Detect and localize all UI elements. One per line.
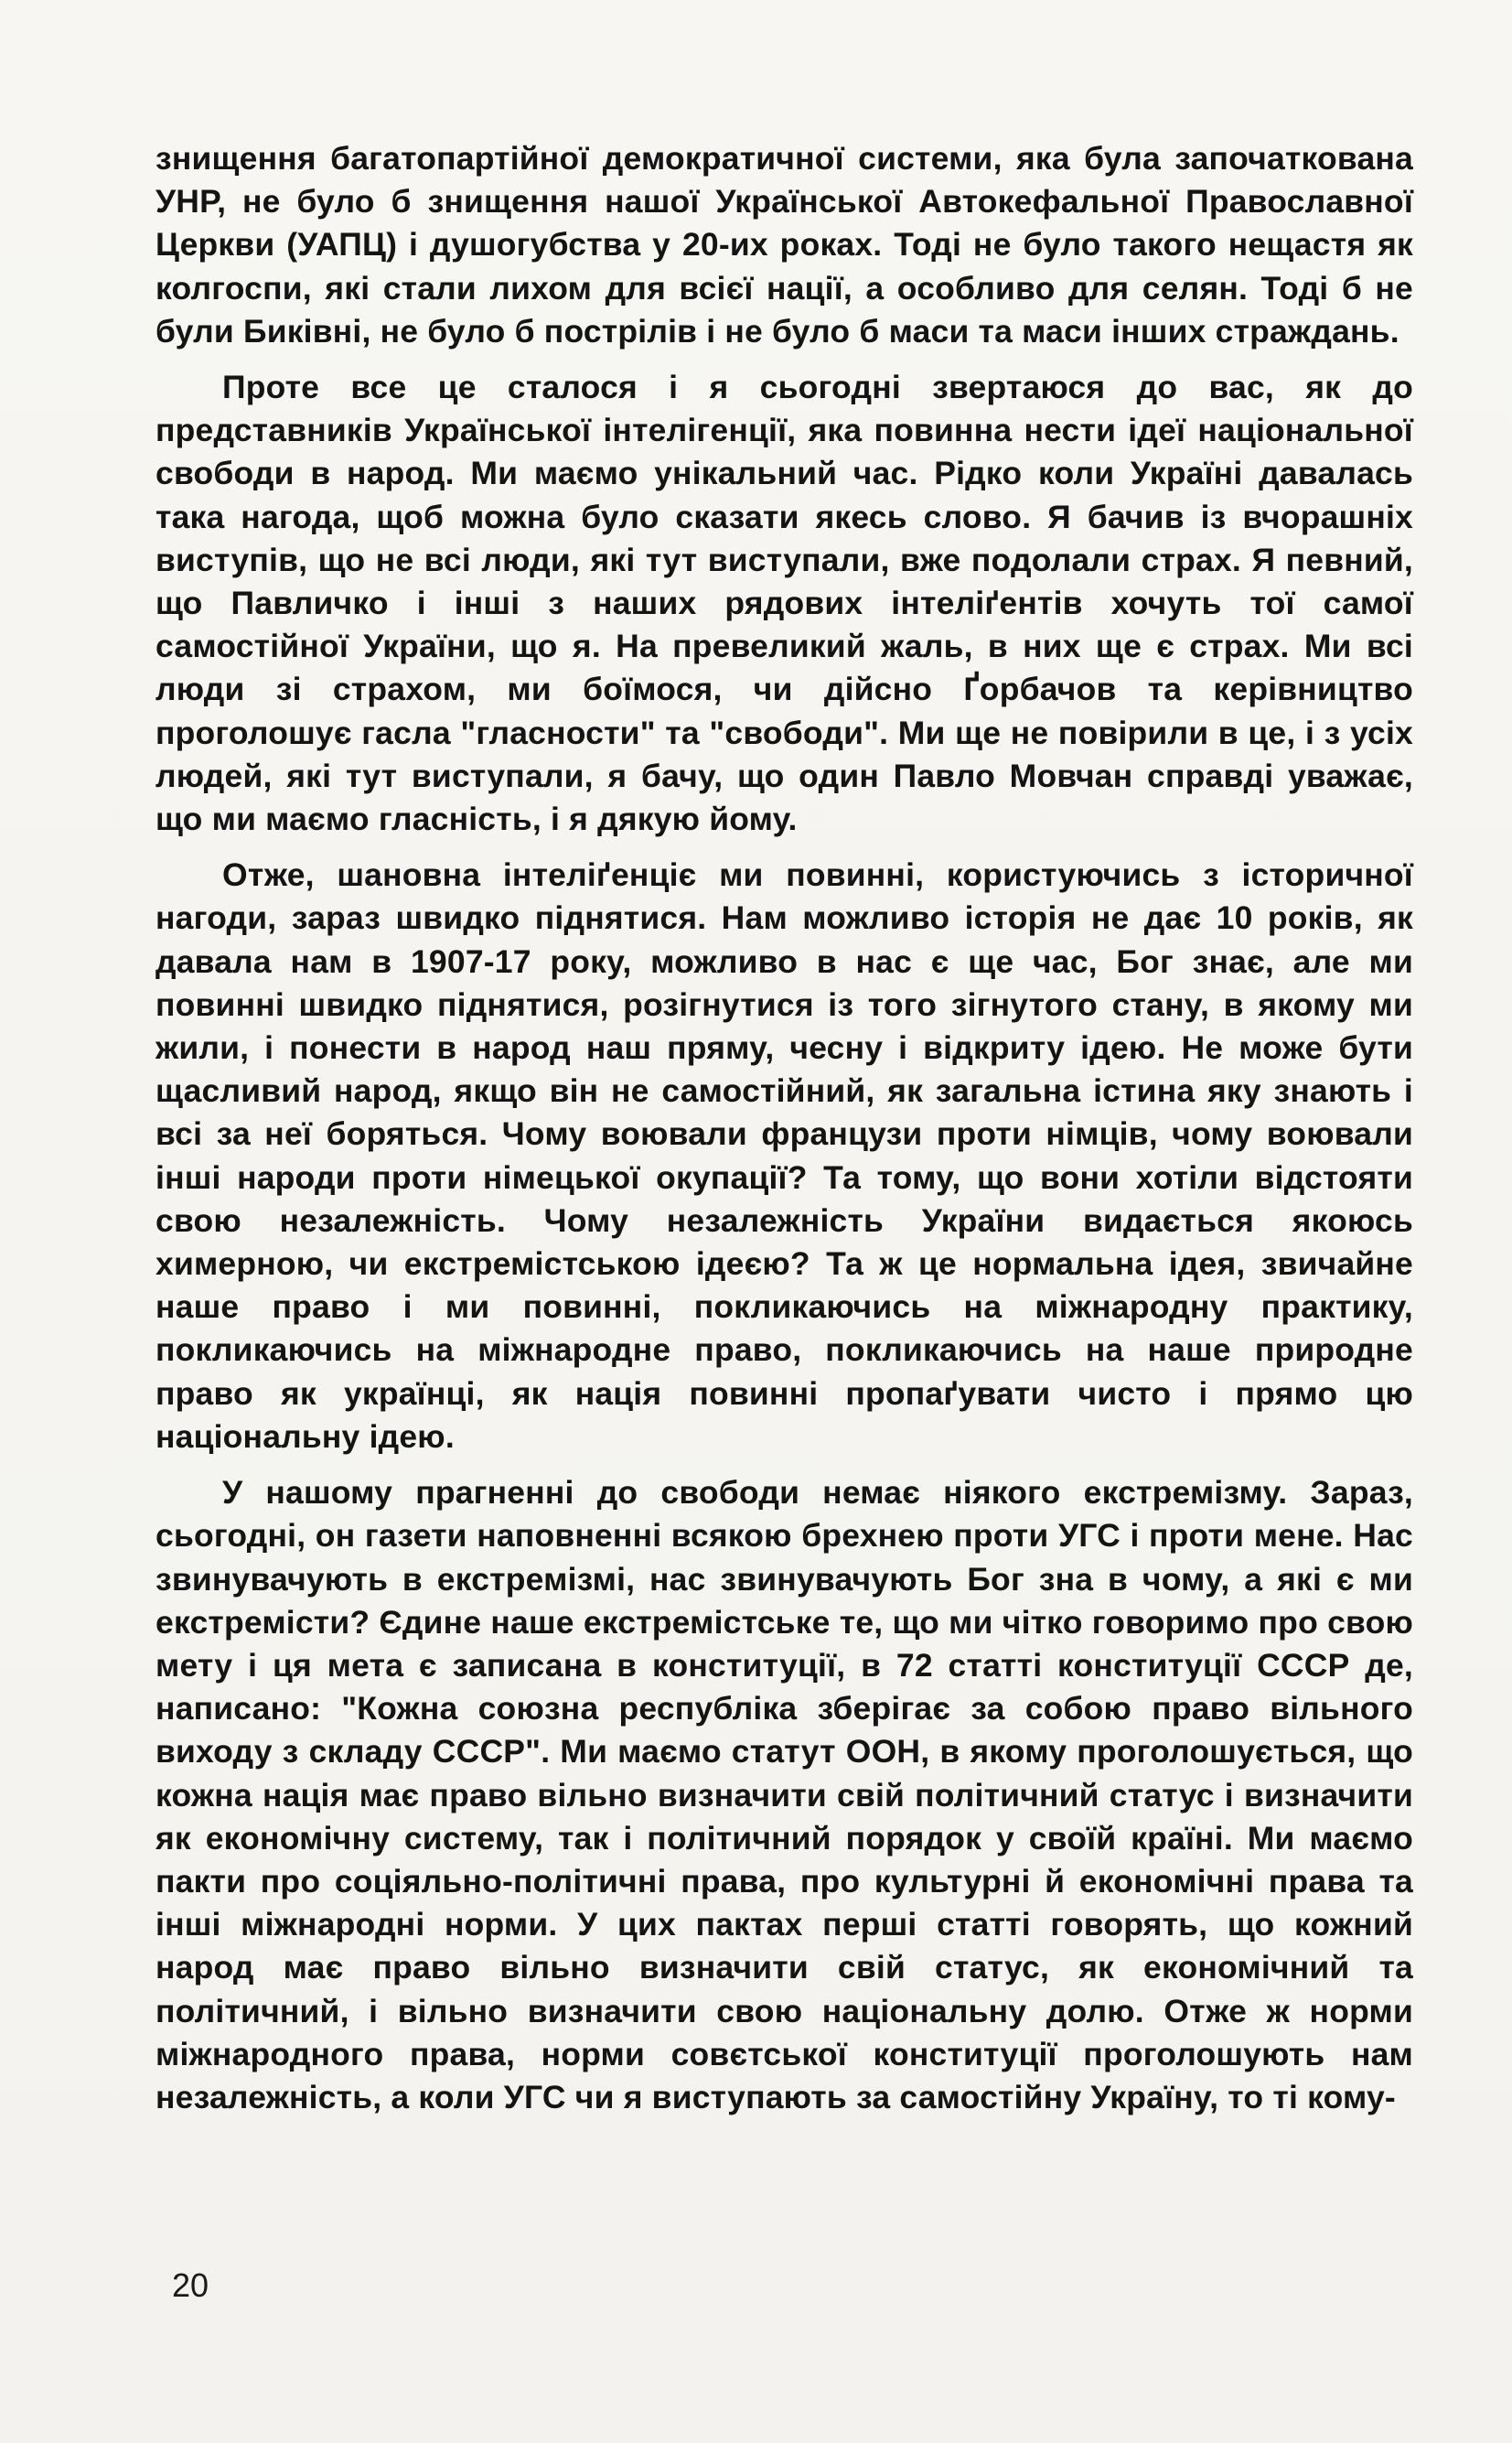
paragraph-2: Проте все це сталося і я сьогодні звертаюся до вас, як до представників Української інтелігенції, яка повинна нести ідеї національної свободи в народ. Ми маємо унікальний час. Рідко коли Україні давалась така нагода, щоб можна було сказати якесь слово. Я бачив із вчорашніх виступів, що не всі люди, які тут виступали, вже подолали страх. Я певний, що Павличко і інші з наших рядових інтеліґентів хочуть тої самої самостійної України, що я. На превеликий жаль, в них ще є страх. Ми всі люди зі страхом, ми боїмося, чи дійсно Ґорбачов та керівництво проголошує гасла "гласности" та "свободи". Ми ще не повірили в це, і з усіх людей, які тут виступали, я бачу, що один Павло Мовчан справді уважає, що ми маємо гласність, і я дякую йому. bbox=[155, 369, 1413, 838]
paragraph-1: знищення багатопартійної демократичної системи, яка була започаткована УНР, не було б знищення нашої Української Автокефальної Православної Церкви (УАПЦ) і душогубства у 20-их роках. Тоді не було такого нещастя як колгоспи, які стали лихом для всієї нації, а особливо для селян. Тоді б не були Биківні, не було б пострілів і не було б маси та маси інших страждань. bbox=[155, 140, 1413, 350]
paragraph-4: У нашому прагненні до свободи немає ніякого екстремізму. Зараз, сьогодні, он газети наповненні всякою брехнею проти УГС і проти мене. Нас звинувачують в екстремізмі, нас звинувачують Бог зна в чому, а які є ми екстремісти? Єдине наше екстремістське те, що ми чітко говоримо про свою мету і ця мета є записана в конституції, в 72 статті конституції СССР де, написано: "Кожна союзна республіка зберігає за собою право вільного виходу з складу СССР". Ми маємо статут ООН, в якому проголошується, що кожна нація має право вільно визначити свій політичний статус і визначити як економічну систему, так і політичний порядок у своїй країні. Ми маємо пакти про соціяльно-політичні права, про культурні й економічні права та інші міжнародні норми. У цих пактах перші статті говорять, що кожний народ має право вільно визначити свій статус, як економічний та політичний, і вільно визначити свою національну долю. Отже ж норми міжнародного права, норми совєтської конституції проголошують нам незалежність, а коли УГС чи я виступають за самостійну Україну, то ті кому- bbox=[155, 1474, 1413, 2115]
page-number: 20 bbox=[172, 2266, 209, 2304]
page-body bbox=[155, 137, 1413, 2132]
paragraph-3: Отже, шановна інтеліґенціє ми повинні, користуючись з історичної нагоди, зараз швидко піднятися. Нам можливо історія не дає 10 років, як давала нам в 1907-17 року, можливо в нас є ще час, Бог знає, але ми повинні швидко піднятися, розігнутися із того зігнутого стану, в якому ми жили, і понести в народ наш пряму, чесну і відкриту ідею. Не може бути щасливий народ, якщо він не самостійний, як загальна істина яку знають і всі за неї боряться. Чому воювали французи проти німців, чому воювали інші народи проти німецької окупації? Та тому, що вони хотіли відстояти свою незалежність. Чому незалежність України видається якоюсь химерною, чи екстремістською ідеєю? Та ж це нормальна ідея, звичайне наше право і ми повинні, покликаючись на міжнародну практику, покликаючись на міжнародне право, покликаючись на наше природне право як українці, як нація повинні пропаґувати чисто і прямо цю національну ідею. bbox=[155, 856, 1413, 1455]
